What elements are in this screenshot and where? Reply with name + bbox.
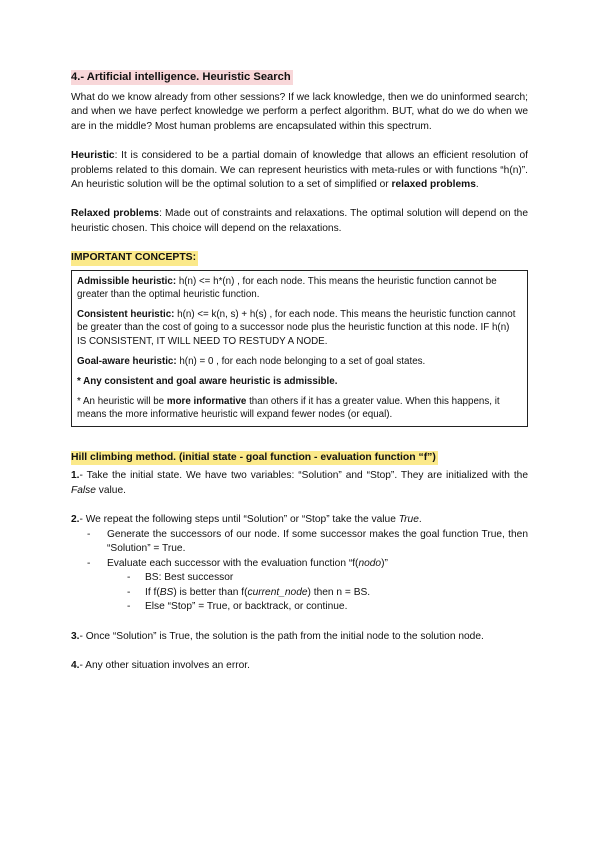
step-2-sublist	[71, 571, 528, 615]
relaxed-paragraph: Relaxed problems: Made out of constraints and relaxations. The optimal solution will depend on the heuristic chosen. This choice will depend on the relaxations.	[71, 208, 528, 234]
step-3: 3.- Once “Solution” is True, the solution is the path from the initial node to the solution node.	[71, 630, 484, 642]
hill-climbing-heading: Hill climbing method. (initial state - goal function - evaluation function “f”)	[71, 451, 438, 466]
heuristic-term: Heuristic	[71, 149, 115, 161]
step-2: 2.- We repeat the following steps until “Solution” or “Stop” take the value True.	[71, 513, 422, 525]
list-item: - Else “Stop” = True, or backtrack, or continue.	[127, 601, 348, 613]
admissible-definition: Admissible heuristic: h(n) <= h*(n) , for each node. This means the heuristic function cannot be greater than the optimal heuristic function.	[77, 275, 497, 300]
step-1: 1.- Take the initial state. We have two variables: “Solution” and “Stop”. They are initialized with the False value.	[71, 470, 528, 496]
document-page	[71, 70, 528, 673]
goal-aware-definition: Goal-aware heuristic: h(n) = 0 , for each node belonging to a set of goal states.	[77, 355, 426, 367]
list-item: - If f(BS) is better than f(current_node) then n = BS.	[127, 586, 371, 598]
section-title: 4.- Artificial intelligence. Heuristic Search	[71, 71, 291, 83]
concepts-heading: IMPORTANT CONCEPTS:	[71, 251, 198, 266]
informative-note: * An heuristic will be more informative than others if it has a greater value. When this happens, it means the more informative heuristic will expand fewer nodes (or equal).	[77, 396, 500, 421]
heuristic-paragraph: Heuristic: It is considered to be a partial domain of knowledge that allows an efficient resolution of problems related to this domain. We can represent heuristics with meta-rules or with functions “h(n)”. An heuristic solution will be the optimal solution to a set of simplified or relaxed problems.	[71, 149, 528, 191]
step-4: 4.- Any other situation involves an error.	[71, 659, 250, 671]
list-item: - BS: Best successor	[127, 572, 234, 584]
intro-paragraph: What do we know already from other sessions? If we lack knowledge, then we do uninformed search; and when we have perfect knowledge we perform a perfect algorithm. BUT, what do we do when we are in the middle? Most human problems are encapsulated within this spectrum.	[71, 91, 528, 132]
list-item: - Generate the successors of our node. If some successor makes the goal function True, then “Solution” = True.	[87, 528, 528, 555]
step-2-list	[71, 528, 528, 572]
concepts-box	[71, 270, 528, 427]
relaxed-term: Relaxed problems	[71, 208, 160, 220]
consistent-definition: Consistent heuristic: h(n) <= k(n, s) + h(s) , for each node. This means the heuristic function cannot be greater than the cost of going to a successor node plus the heuristic function at this node. IF h(n) IS CONSISTENT, IT WILL NEED TO RESTUDY A NODE.	[77, 309, 516, 347]
list-item: - Evaluate each successor with the evaluation function “f(nodo)”	[87, 557, 388, 569]
admissible-note: * Any consistent and goal aware heuristic is admissible.	[77, 375, 338, 387]
